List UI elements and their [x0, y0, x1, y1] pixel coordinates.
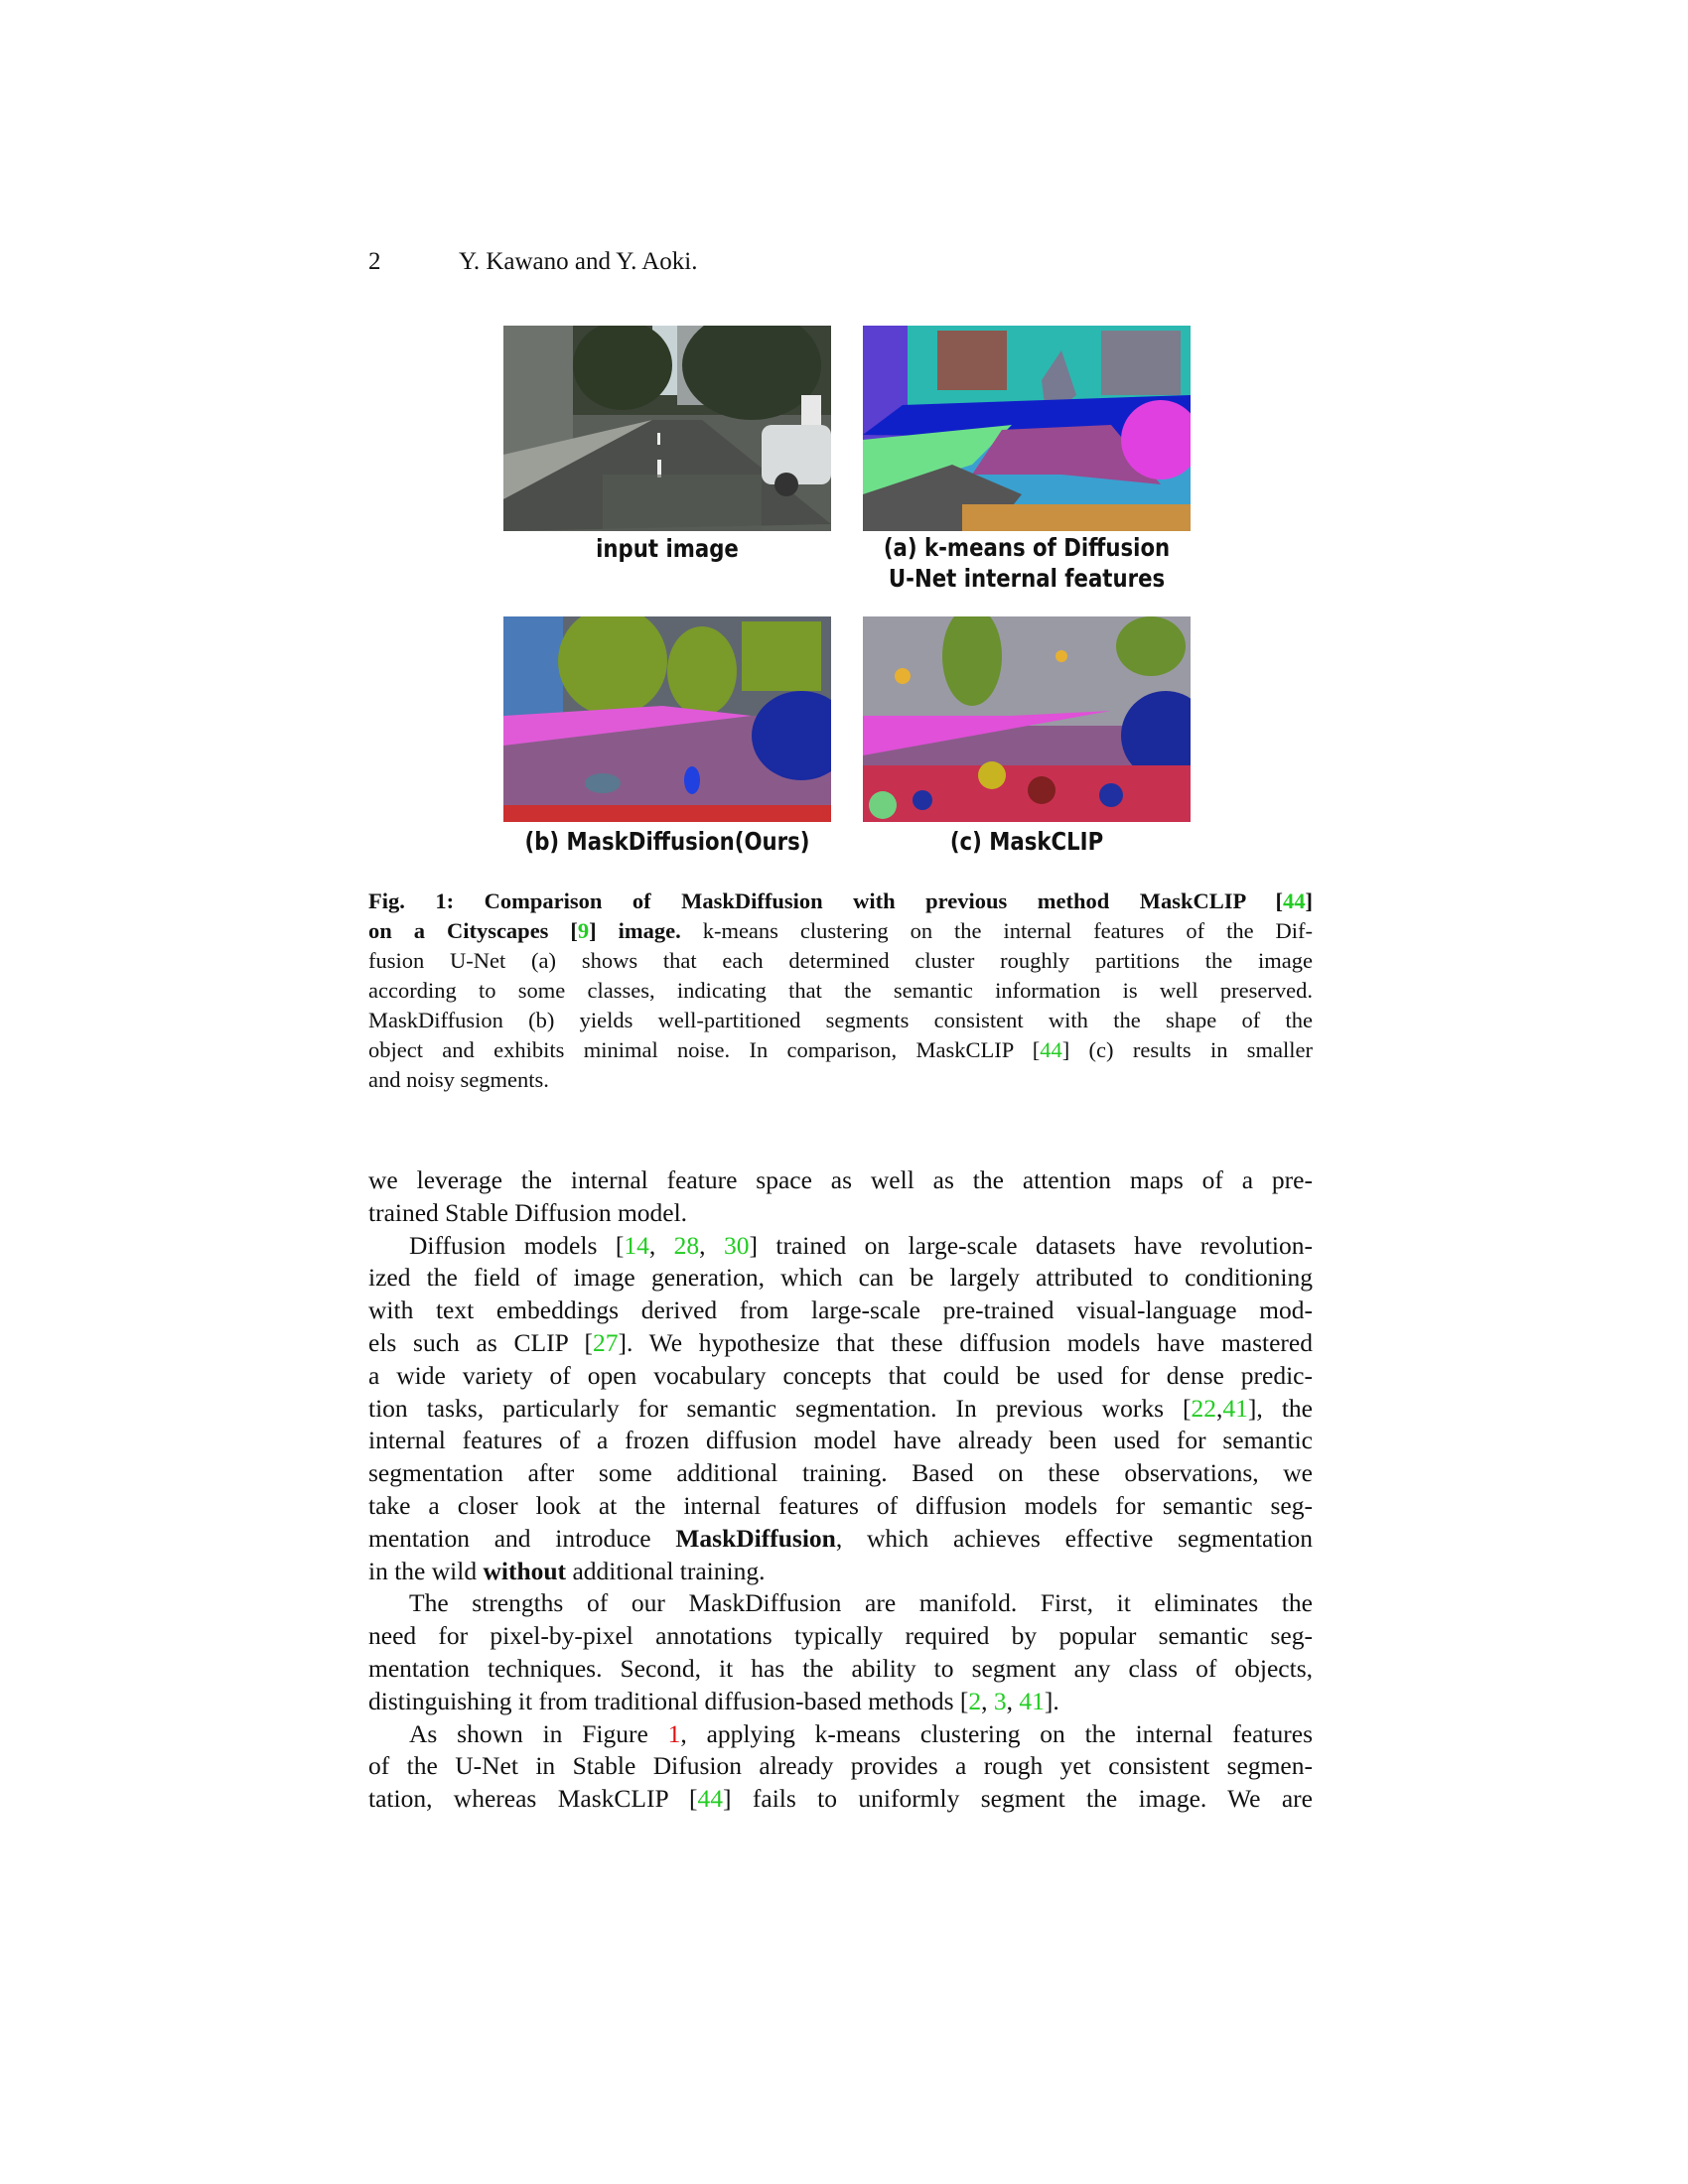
panel-label-a: (a) k-means of Diffusion U-Net internal features [883, 533, 1171, 593]
caption-line: Fig. 1: Comparison of MaskDiffusion with previous method MaskCLIP [44] [368, 888, 1313, 913]
citation-link[interactable]: 3 [993, 1686, 1007, 1715]
citation-link[interactable]: 2 [968, 1686, 982, 1715]
citation-link[interactable]: 41 [1222, 1393, 1248, 1423]
panel-label-b: (b) MaskDiffusion(Ours) [524, 827, 810, 856]
body-line: a wide variety of open vocabulary concepts that could be used for dense predic- [368, 1360, 1313, 1390]
caption-line: object and exhibits minimal noise. In comparison, MaskCLIP [44] (c) results in smaller [368, 1037, 1313, 1062]
running-head-authors: Y. Kawano and Y. Aoki. [459, 248, 698, 275]
body-line: mentation and introduce MaskDiffusion, which achieves effective segmentation [368, 1523, 1313, 1553]
citation-link[interactable]: 44 [697, 1784, 724, 1814]
body-line: tation, whereas MaskCLIP [44] fails to uniformly segment the image. We are [368, 1784, 1313, 1814]
citation-link[interactable]: 22 [1191, 1393, 1217, 1423]
page-number: 2 [368, 248, 381, 275]
citation-link[interactable]: 30 [723, 1230, 750, 1260]
panel-b-maskdiffusion [503, 616, 831, 822]
citation-link[interactable]: 27 [593, 1327, 619, 1357]
body-line: mentation techniques. Second, it has the ability to segment any class of objects, [368, 1653, 1313, 1683]
caption-line: MaskDiffusion (b) yields well-partitioned segments consistent with the shape of the [368, 1008, 1313, 1032]
citation-link[interactable]: 41 [1019, 1686, 1045, 1715]
body-line: The strengths of our MaskDiffusion are manifold. First, it eliminates the [409, 1588, 1313, 1618]
body-line: tion tasks, particularly for semantic segmentation. In previous works [22,41], the [368, 1393, 1313, 1423]
body-line: with text embeddings derived from large-scale pre-trained visual-language mod- [368, 1296, 1313, 1325]
body-line: trained Stable Diffusion model. [368, 1197, 688, 1227]
citation-link[interactable]: 9 [577, 918, 590, 943]
body-line: take a closer look at the internal features of diffusion models for semantic seg- [368, 1490, 1313, 1520]
body-line: need for pixel-by-pixel annotations typically required by popular semantic seg- [368, 1621, 1313, 1651]
panel-a-kmeans [863, 326, 1191, 531]
body-line: ized the field of image generation, which can be largely attributed to conditioning [368, 1263, 1313, 1293]
figure-ref-link[interactable]: 1 [667, 1718, 681, 1748]
citation-link[interactable]: 28 [673, 1230, 700, 1260]
panel-label-input: input image [596, 534, 739, 563]
body-line: of the U-Net in Stable Difusion already provides a rough yet consistent segmen- [368, 1751, 1313, 1781]
body-line: segmentation after some additional training. Based on these observations, we [368, 1458, 1313, 1488]
citation-link[interactable]: 44 [1283, 888, 1306, 913]
panel-input-image [503, 326, 831, 531]
panel-c-maskclip [863, 616, 1191, 822]
body-line: distinguishing it from traditional diffusion-based methods [2, 3, 41]. [368, 1686, 1059, 1715]
body-text [368, 1164, 1313, 1816]
body-line: we leverage the internal feature space as well as the attention maps of a pre- [368, 1165, 1313, 1194]
caption-line: on a Cityscapes [9] image. k-means clustering on the internal features of the Dif- [368, 918, 1314, 943]
panel-label-c: (c) MaskCLIP [949, 827, 1104, 856]
body-line: internal features of a frozen diffusion model have already been used for semantic [368, 1426, 1313, 1455]
body-line: Diffusion models [14, 28, 30] trained on large-scale datasets have revolution- [409, 1230, 1314, 1260]
figure-caption [368, 887, 1313, 1095]
body-line: els such as CLIP [27]. We hypothesize that these diffusion models have mastered [368, 1327, 1313, 1357]
citation-link[interactable]: 44 [1040, 1037, 1062, 1062]
body-line: As shown in Figure 1, applying k-means clustering on the internal features [409, 1718, 1313, 1748]
citation-link[interactable]: 14 [624, 1230, 649, 1260]
caption-line: according to some classes, indicating that the semantic information is well preserved. [368, 978, 1313, 1003]
body-line: in the wild without additional training. [368, 1556, 766, 1585]
caption-line: and noisy segments. [368, 1067, 549, 1092]
caption-line: fusion U-Net (a) shows that each determined cluster roughly partitions the image [368, 948, 1313, 973]
